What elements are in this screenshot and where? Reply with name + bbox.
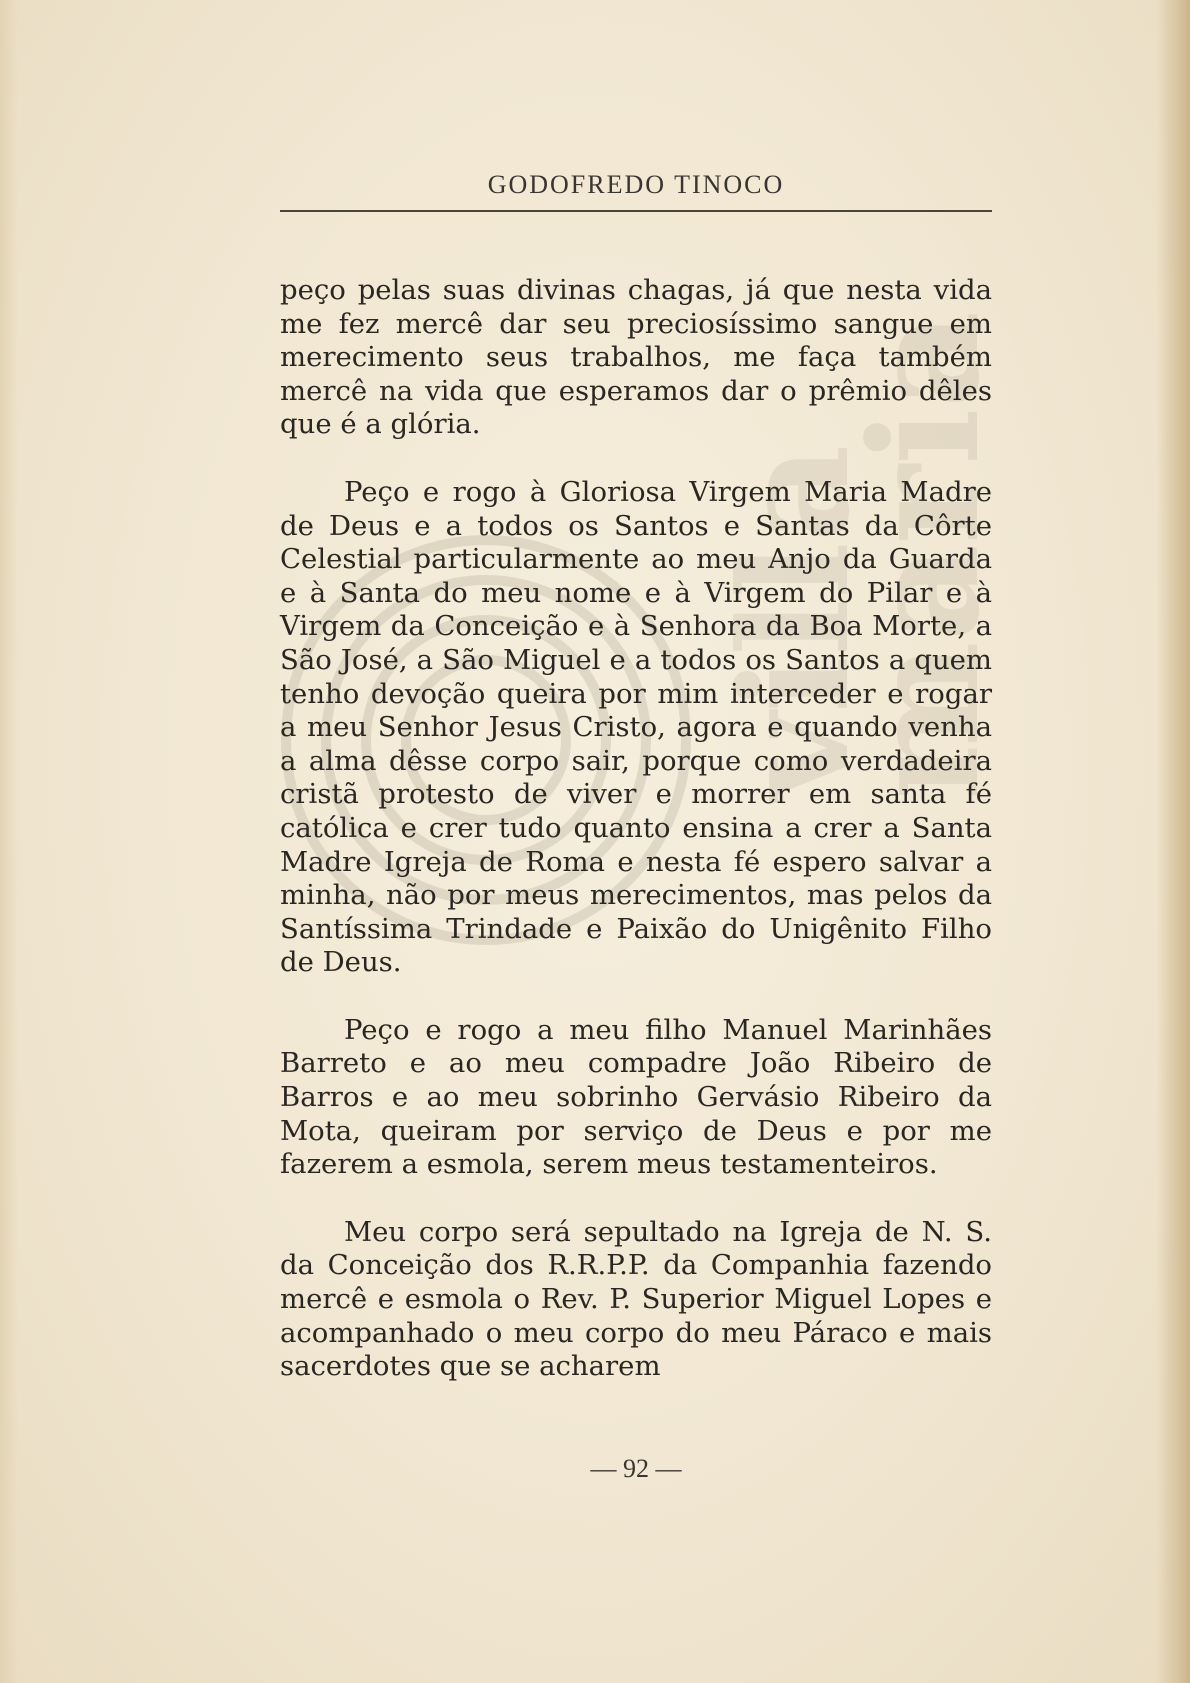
paragraph: Peço e rogo a meu filho Manuel Marinhães Barreto e ao meu compadre João Ribeiro de Barros e ao meu sobrinho Gervásio Ribeiro da Mota, queiram por serviço de Deus e por me fazerem a esmola, serem meus testamenteiros.	[280, 1013, 992, 1181]
paragraph: Peço e rogo à Gloriosa Virgem Maria Madre de Deus e a todos os Santos e Santas da Côrte Celestial particularmente ao meu Anjo da Guarda e à Santa do meu nome e à Virgem do Pilar e à Virgem da Conceição e à Senhora da Boa Morte, a São José, a São Miguel e a todos os Santos a quem tenho devoção queira por mim interceder e rogar a meu Senhor Jesus Cristo, agora e quando venha a alma dêsse corpo sair, porque como verdadeira cristã protesto de viver e morrer em santa fé católica e crer tudo quanto ensina a crer a Santa Madre Igreja de Roma e nesta fé espero salvar a minha, não por meus merecimentos, mas pelos da Santíssima Trindade e Paixão do Unigênito Filho de Deus.	[280, 475, 992, 979]
page-right-edge	[1156, 0, 1190, 1683]
page-number: — 92 —	[590, 1454, 682, 1483]
header-author-name: GODOFREDO TINOCO	[487, 170, 785, 199]
header-divider	[280, 210, 992, 212]
paragraph: Meu corpo será sepultado na Igreja de N. S. da Conceição dos R.R.P.P. da Companhia fazendo mercê e esmola o Rev. P. Superior Miguel Lopes e acompanhado o meu corpo do meu Páraco e mais sacerdotes que se acharem	[280, 1215, 992, 1383]
page-left-edge	[0, 0, 18, 1683]
watermark-text: villa maria	[707, 310, 1013, 800]
page-body	[280, 274, 1013, 1418]
running-header	[280, 170, 992, 200]
paragraph: peço pelas suas divinas chagas, já que nesta vida me fez mercê dar seu preciosíssimo sangue em merecimento seus trabalhos, me faça também mercê na vida que esperamos dar o prêmio dêles que é a glória.	[280, 274, 992, 441]
